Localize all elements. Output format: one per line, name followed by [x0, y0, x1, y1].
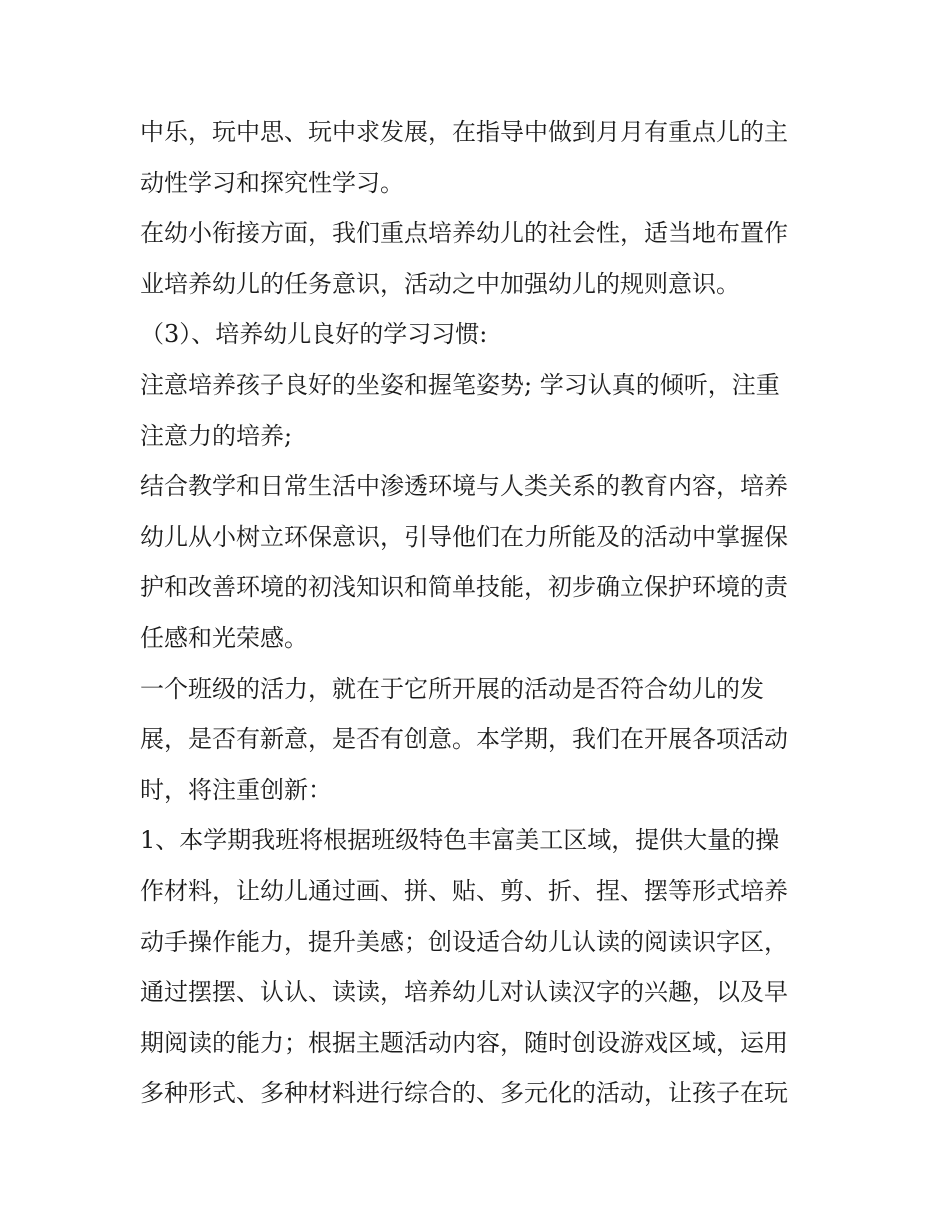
text-line: 幼儿从小树立环保意识，引导他们在力所能及的活动中掌握保 [140, 522, 788, 551]
text-line: 护和改善环境的初浅知识和简单技能，初步确立保护环境的责 [140, 573, 788, 602]
text-line: 期阅读的能力；根据主题活动内容，随时创设游戏区域，运用 [140, 1028, 788, 1057]
text-line: 结合教学和日常生活中渗透环境与人类关系的教育内容，培养 [140, 472, 788, 501]
text-line: 业培养幼儿的任务意识，活动之中加强幼儿的规则意识。 [140, 269, 740, 298]
text-line: 注意培养孩子良好的坐姿和握笔姿势; 学习认真的倾听，注重 [140, 370, 780, 399]
text-line: 任感和光荣感。 [140, 623, 308, 652]
text-line: 注意力的培养; [140, 421, 293, 450]
text-line: 一个班级的活力，就在于它所开展的活动是否符合幼儿的发 [140, 674, 764, 703]
text-line: 动手操作能力，提升美感；创设适合幼儿认读的阅读识字区， [140, 927, 788, 956]
text-line: 动性学习和探究性学习。 [140, 168, 404, 197]
section-heading: （3）、培养幼儿良好的学习习惯: [140, 320, 488, 349]
text-line: 通过摆摆、认认、读读，培养幼儿对认读汉字的兴趣，以及早 [140, 978, 788, 1007]
text-line: 中乐，玩中思、玩中求发展，在指导中做到月月有重点儿的主 [140, 118, 788, 146]
text-line: 在幼小衔接方面，我们重点培养幼儿的社会性，适当地布置作 [140, 219, 788, 248]
list-item-1: 1、本学期我班将根据班级特色丰富美工区域，提供大量的操 [140, 826, 780, 855]
body-text [140, 107, 820, 1119]
text-line: 多种形式、多种材料进行综合的、多元化的活动，让孩子在玩 [140, 1079, 788, 1108]
text-line: 时，将注重创新： [140, 775, 332, 804]
text-line: 作材料，让幼儿通过画、拼、贴、剪、折、捏、摆等形式培养 [140, 876, 788, 905]
text-line: 展，是否有新意，是否有创意。本学期，我们在开展各项活动 [140, 725, 788, 754]
